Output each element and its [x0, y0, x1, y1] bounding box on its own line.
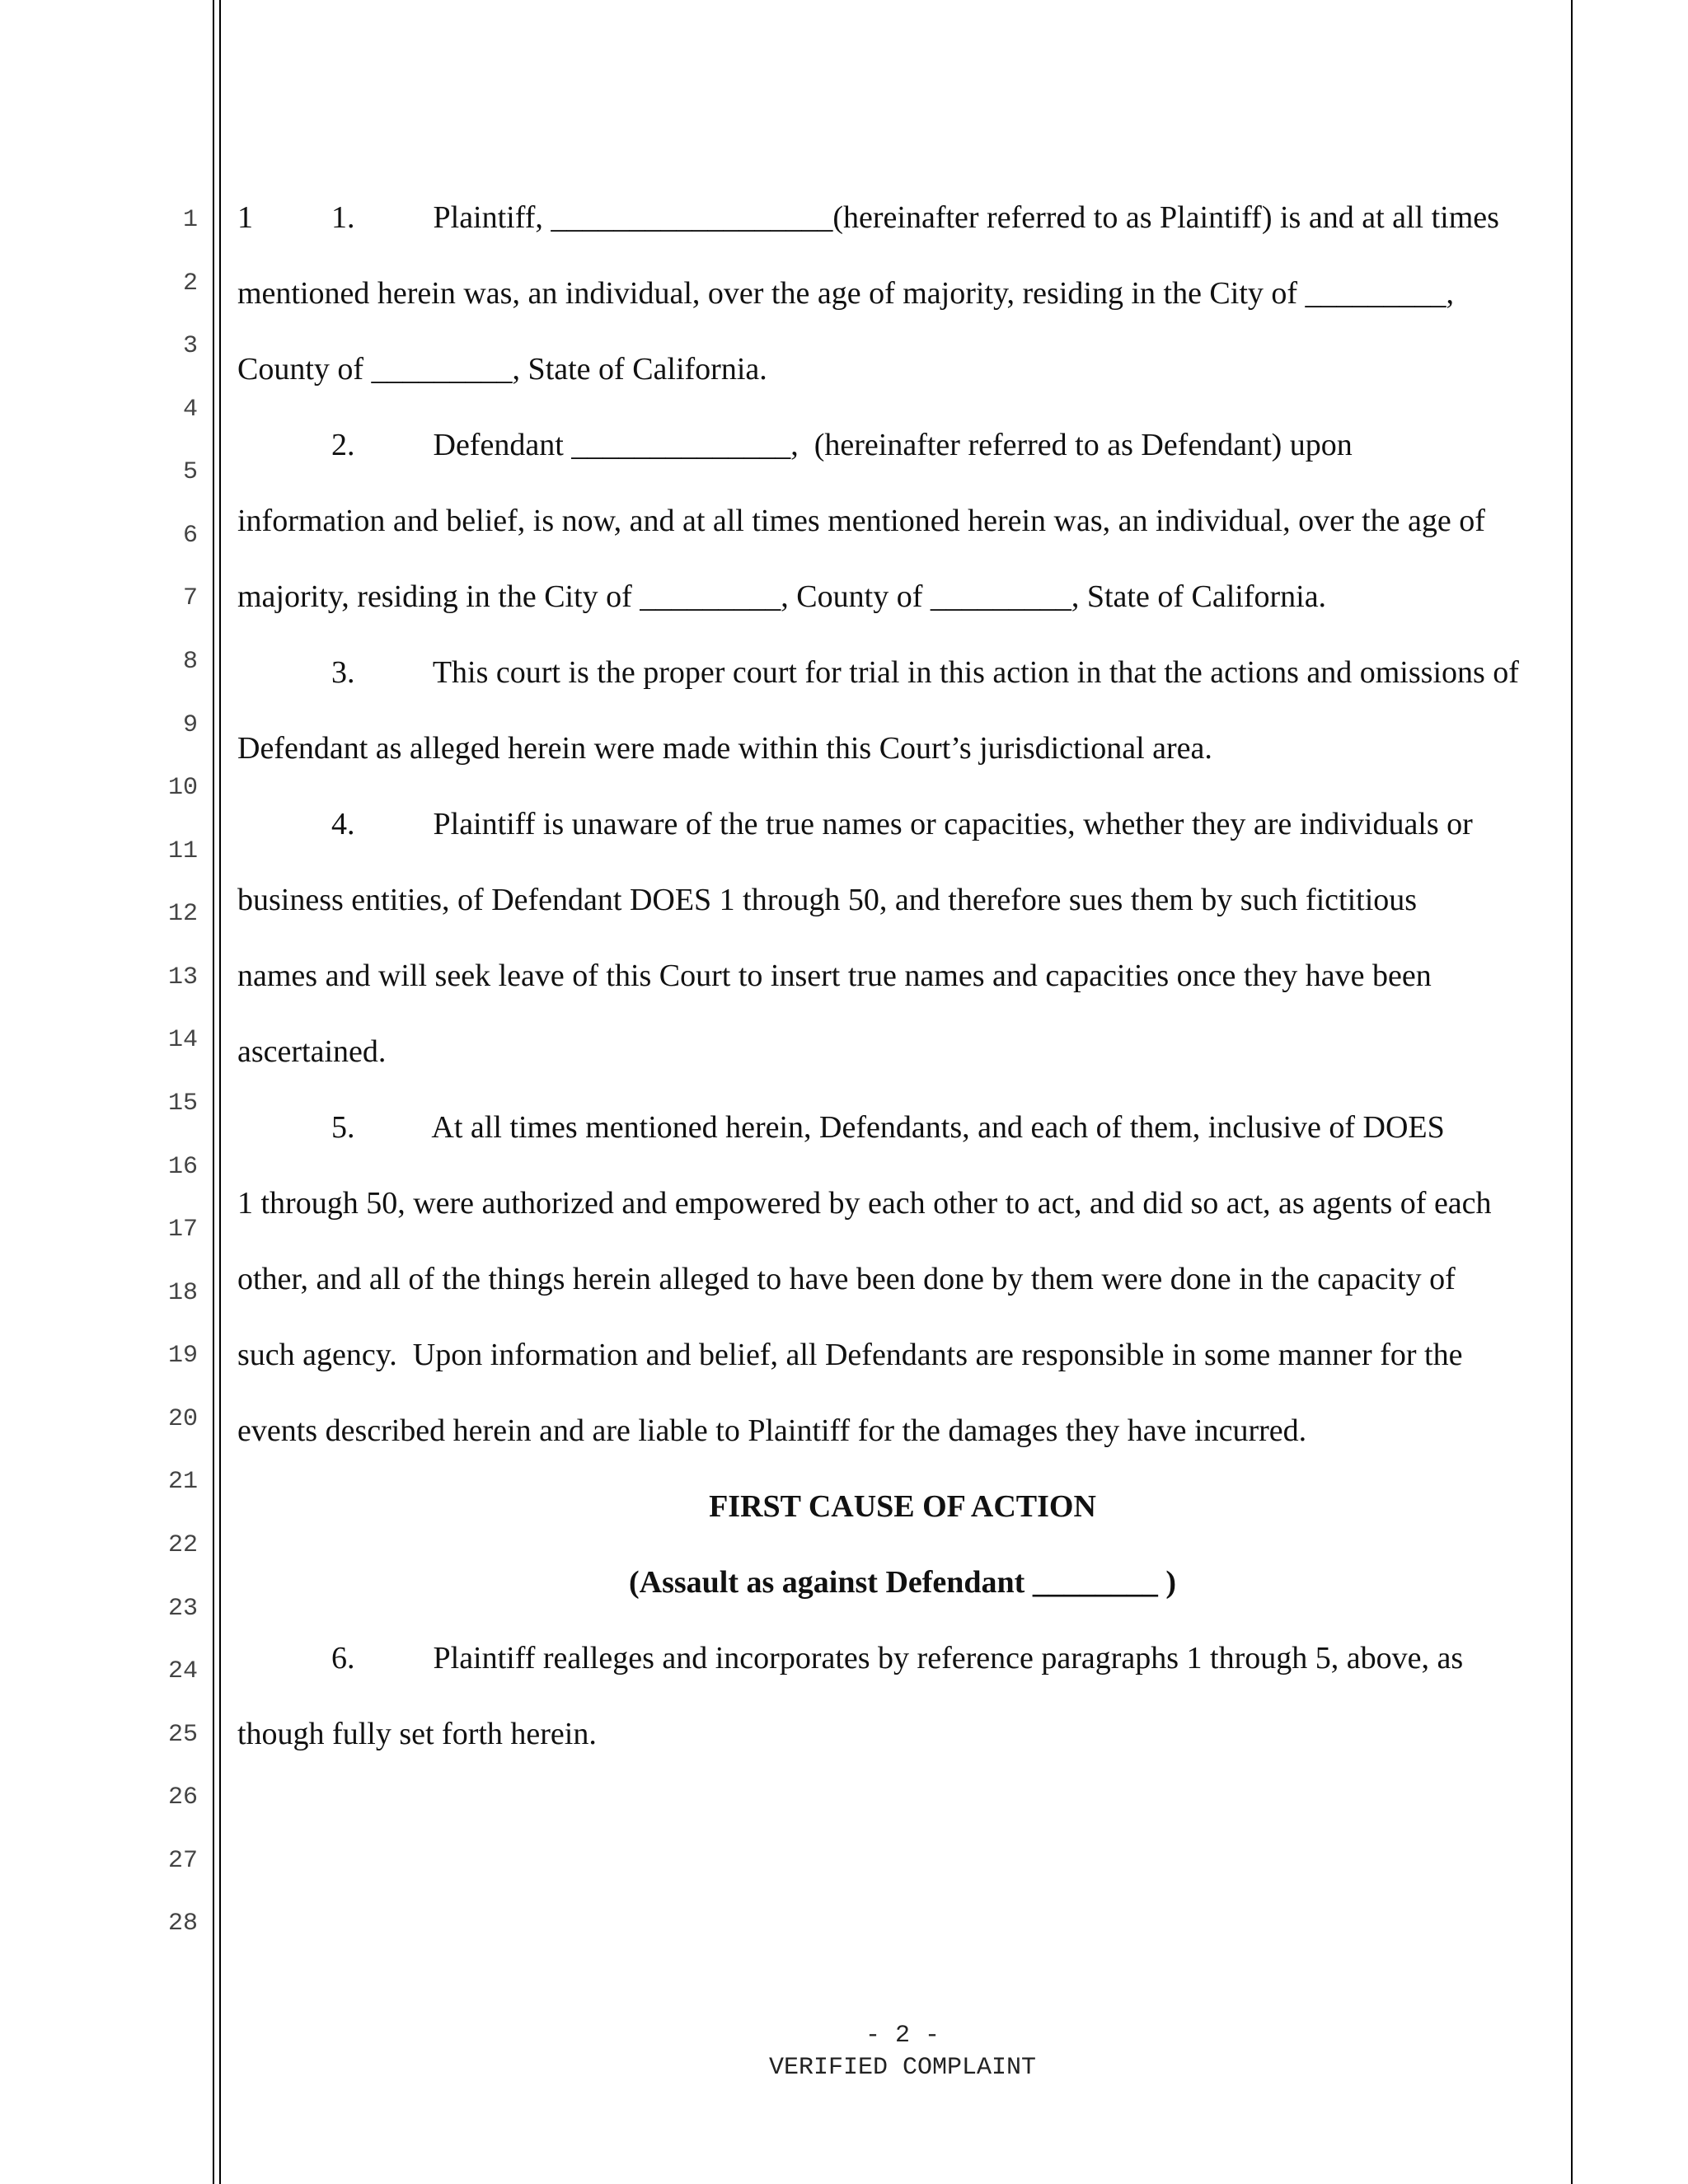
line-number: 21	[167, 1468, 198, 1496]
body-line: 2. Defendant ______________, (hereinafter referred to as Defendant) upon	[237, 428, 1353, 462]
body-line: events described herein and are liable to Plaintiff for the damages they have incurred.	[237, 1413, 1307, 1448]
body-line: names and will seek leave of this Court to insert true names and capacities once they have been	[237, 958, 1432, 993]
line-number: 3	[182, 332, 198, 360]
body-line: 1 1. Plaintiff, __________________(hereinafter referred to as Plaintiff) is and at all times	[237, 200, 1499, 235]
body-line: majority, residing in the City of _________, County of _________, State of California.	[237, 579, 1327, 614]
line-number: 7	[182, 584, 198, 612]
left-margin-rule-outer	[213, 0, 214, 2184]
cause-of-action-subheading: (Assault as against Defendant ________ )	[629, 1565, 1176, 1600]
body-line: 6. Plaintiff realleges and incorporates by reference paragraphs 1 through 5, above, as	[237, 1641, 1464, 1675]
line-number: 11	[167, 837, 198, 865]
line-number: 25	[167, 1721, 198, 1749]
line-number: 16	[167, 1153, 198, 1181]
body-line: 3. This court is the proper court for trial in this action in that the actions and omissions of	[237, 655, 1519, 690]
line-number: 24	[167, 1657, 198, 1685]
body-line: other, and all of the things herein alleged to have been done by them were done in the capacity of	[237, 1262, 1456, 1296]
document-title-footer: VERIFIED COMPLAINT	[768, 2054, 1037, 2082]
line-number: 17	[167, 1216, 198, 1244]
line-number: 14	[167, 1026, 198, 1054]
line-number: 8	[182, 648, 198, 676]
body-line: mentioned herein was, an individual, over the age of majority, residing in the City of _________,	[237, 276, 1455, 311]
right-margin-rule	[1571, 0, 1573, 2184]
body-line: though fully set forth herein.	[237, 1717, 597, 1751]
line-number: 20	[167, 1405, 198, 1433]
line-number: 12	[167, 900, 198, 928]
line-number: 15	[167, 1090, 198, 1118]
line-number: 1	[182, 206, 198, 234]
body-line: such agency. Upon information and belief, all Defendants are responsible in some manner for the	[237, 1338, 1463, 1372]
line-number: 28	[167, 1910, 198, 1938]
left-margin-rule-inner	[219, 0, 221, 2184]
line-number: 6	[182, 522, 198, 550]
page-number: - 2 -	[865, 2022, 940, 2050]
body-line: 5. At all times mentioned herein, Defendants, and each of them, inclusive of DOES	[237, 1110, 1445, 1145]
line-number: 9	[182, 711, 198, 739]
body-line: County of _________, State of California.	[237, 352, 767, 387]
line-number: 19	[167, 1342, 198, 1370]
line-number: 26	[167, 1783, 198, 1811]
line-number: 13	[167, 963, 198, 991]
body-line: business entities, of Defendant DOES 1 through 50, and therefore sues them by such fictitious	[237, 883, 1418, 917]
line-number: 2	[182, 269, 198, 298]
line-number: 10	[167, 774, 198, 802]
body-line: Defendant as alleged herein were made within this Court’s jurisdictional area.	[237, 731, 1212, 766]
body-line: information and belief, is now, and at all times mentioned herein was, an individual, over the age of	[237, 504, 1485, 538]
line-number: 23	[167, 1595, 198, 1623]
line-number: 18	[167, 1279, 198, 1307]
body-line: ascertained.	[237, 1034, 387, 1069]
line-number: 5	[182, 458, 198, 486]
cause-of-action-heading: FIRST CAUSE OF ACTION	[709, 1489, 1096, 1524]
line-number: 22	[167, 1531, 198, 1559]
body-line: 1 through 50, were authorized and empowered by each other to act, and did so act, as agents of each	[237, 1186, 1492, 1221]
line-number: 27	[167, 1847, 198, 1875]
line-number: 4	[182, 396, 198, 424]
body-line: 4. Plaintiff is unaware of the true names or capacities, whether they are individuals or	[237, 807, 1473, 841]
